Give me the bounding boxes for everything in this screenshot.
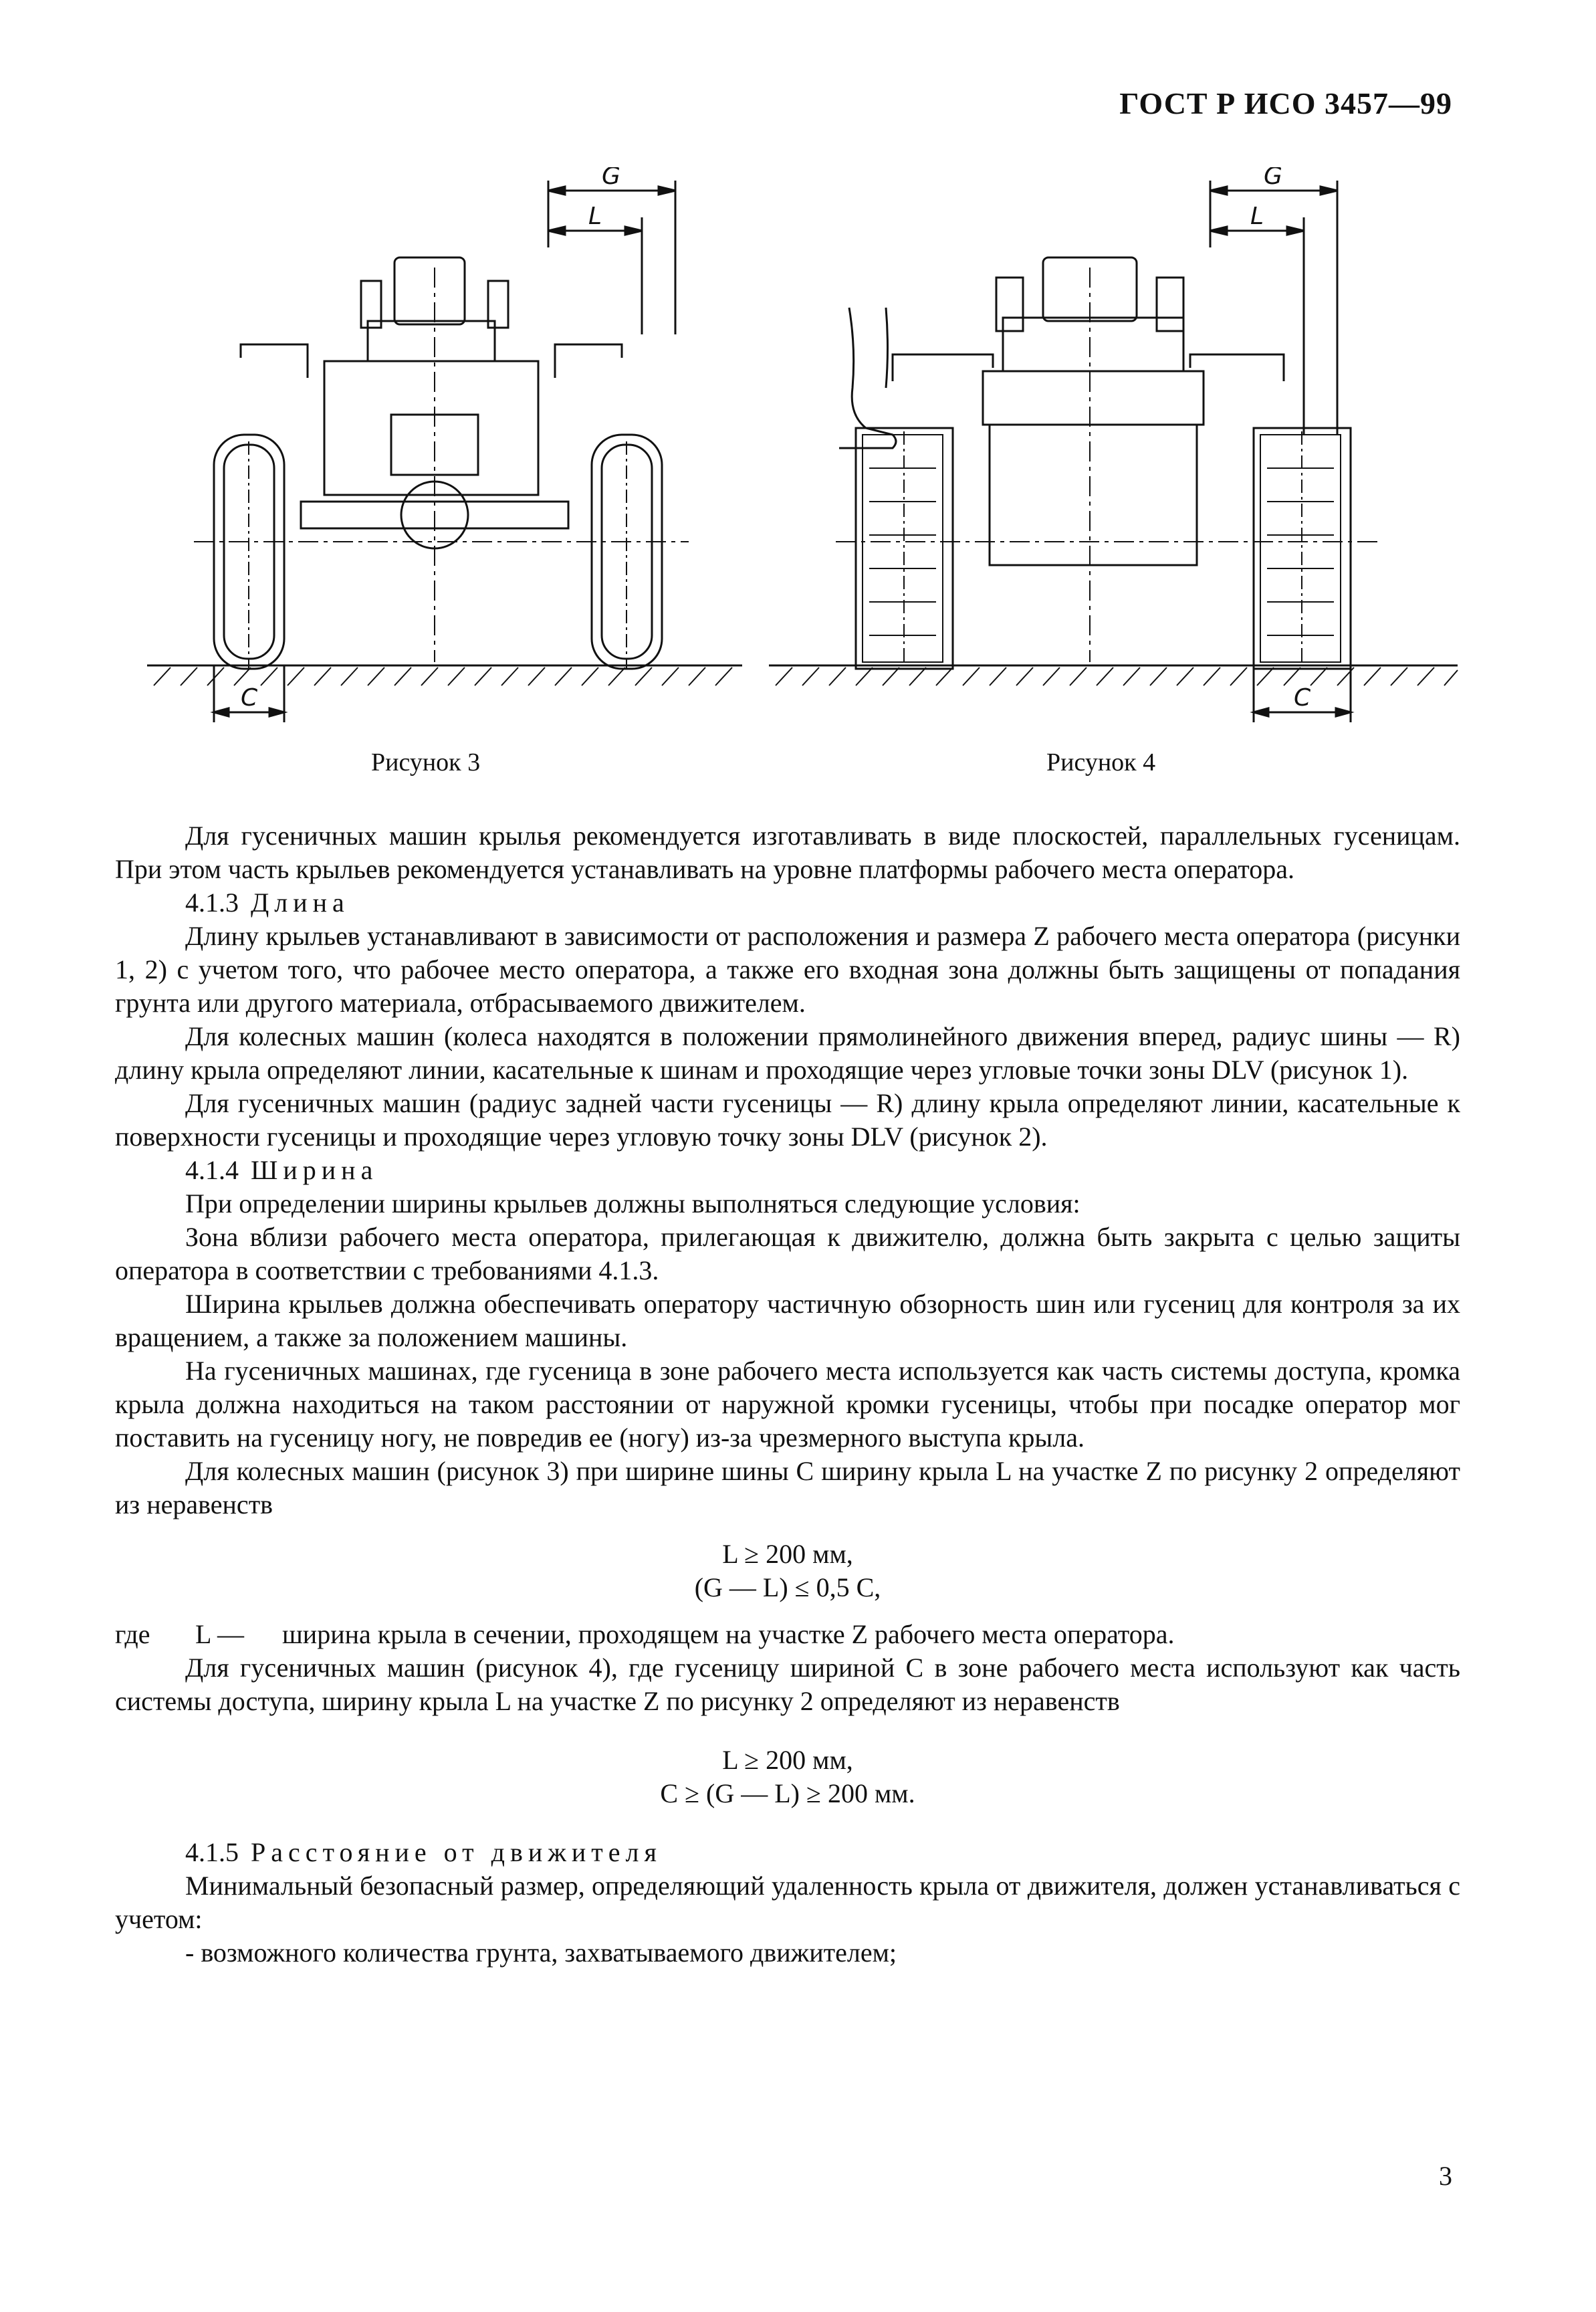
paragraph: Для колесных машин (колеса находятся в положении прямолинейного движения вперед, радиус шины — R) длину крыла определяют линии, касательные к шинам и проходящие через угловые точки зоны DLV (рисунок 1). — [115, 1021, 1460, 1085]
where-clause: где L — ширина крыла в сечении, проходящем на участке Z рабочего места оператора. — [115, 1619, 1175, 1649]
page-number: 3 — [1439, 2161, 1452, 2191]
dim-label-l: L — [588, 203, 602, 230]
figure-3-caption: Рисунок 3 — [371, 748, 481, 776]
paragraph: Зона вблизи рабочего места оператора, прилегающая к движителю, должна быть закрыта с целью защиты оператора в соответствии с требованиями 4.1.3. — [115, 1222, 1460, 1285]
paragraph: При определении ширины крыльев должны выполняться следующие условия: — [185, 1188, 1080, 1219]
paragraph: Для гусеничных машин крылья рекомендуется изготавливать в виде плоскостей, параллельных гусеницам. При этом часть крыльев рекомендуется устанавливать на уровне платформы рабочего места оператора. — [115, 821, 1460, 884]
paragraph: - возможного количества грунта, захватываемого движителем; — [185, 1937, 897, 1968]
formula-line: L ≥ 200 мм, — [722, 1539, 853, 1569]
paragraph: Для гусеничных машин (рисунок 4), где гусеницу шириной C в зоне рабочего места используют как часть системы доступа, ширину крыла L на участке Z по рисунку 2 определяют из неравенств — [115, 1653, 1460, 1716]
paragraph: На гусеничных машинах, где гусеница в зоне рабочего места используется как часть системы доступа, кромка крыла должна находиться на таком расстоянии от наружной кромки гусеницы, чтобы при посадке оператор мог поставить на гусеницу ногу, не повредив ее (ногу) из-за чрезмерного выступа крыла. — [115, 1356, 1460, 1453]
formula-line: C ≥ (G — L) ≥ 200 мм. — [660, 1778, 915, 1808]
section-heading-4-1-3: 4.1.3 Длина — [185, 887, 350, 918]
paragraph: Для колесных машин (рисунок 3) при ширине шины C ширину крыла L на участке Z по рисунку 2 определяют из неравенств — [115, 1456, 1460, 1519]
paragraph: Ширина крыльев должна обеспечивать оператору частичную обзорность шин или гусениц для контроля за их вращением, а также за положением машины. — [115, 1289, 1460, 1352]
paragraph: Минимальный безопасный размер, определяющий удаленность крыла от движителя, должен устанавливаться с учетом: — [115, 1871, 1460, 1934]
formula-line: (G — L) ≤ 0,5 C, — [694, 1572, 881, 1602]
document-header: ГОСТ Р ИСО 3457—99 — [1119, 86, 1452, 120]
body-text — [115, 819, 1460, 1970]
figure-3-wheeled-tractor — [140, 167, 756, 736]
formula-line: L ≥ 200 мм, — [722, 1745, 853, 1775]
figure-4-tracked-machine — [762, 167, 1471, 736]
paragraph: Для гусеничных машин (радиус задней части гусеницы — R) длину крыла определяют линии, касательные к поверхности гусеницы и проходящие через угловую точку зоны DLV (рисунок 2). — [115, 1088, 1460, 1152]
dim-label-g: G — [1264, 167, 1282, 190]
dim-label-l: L — [1250, 203, 1264, 230]
paragraph: Длину крыльев устанавливают в зависимости от расположения и размера Z рабочего места оператора (рисунки 1, 2) с учетом того, что рабочее место оператора, а также его входная зона должны быть защищены от попадания грунта или другого материала, отбрасываемого движителем. — [115, 921, 1460, 1018]
dim-label-c: C — [1294, 684, 1311, 712]
section-heading-4-1-5: 4.1.5 Расстояние от движителя — [185, 1837, 662, 1867]
dim-label-c: C — [241, 684, 258, 712]
section-heading-4-1-4: 4.1.4 Ширина — [185, 1155, 378, 1185]
dim-label-g: G — [602, 167, 620, 190]
figure-4-caption: Рисунок 4 — [1046, 748, 1156, 776]
